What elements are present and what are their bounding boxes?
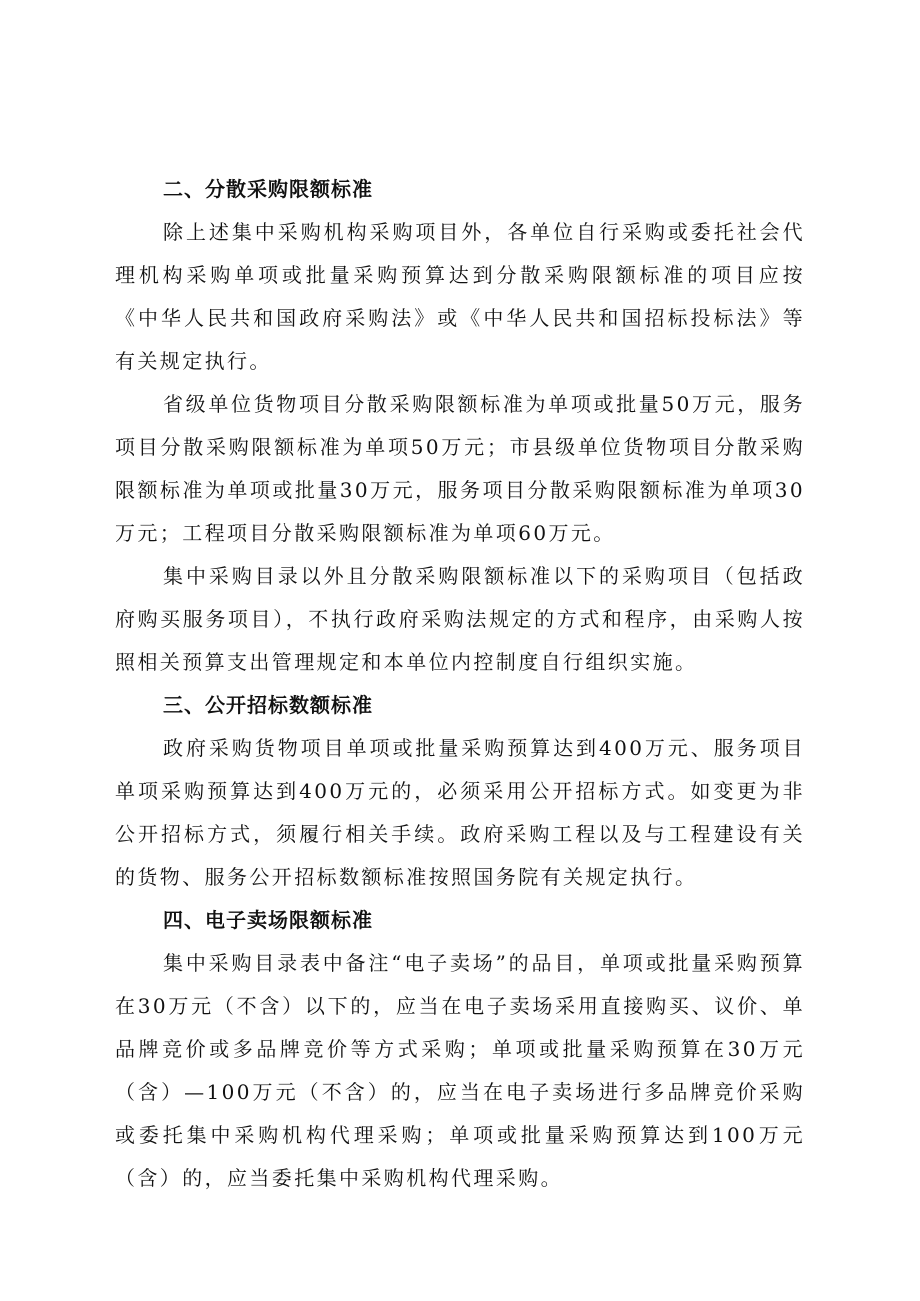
section-heading-e-mall: 四、电子卖场限额标准 bbox=[163, 908, 373, 932]
section-heading-public-tender: 三、公开招标数额标准 bbox=[163, 693, 373, 717]
paragraph-e-mall-thresholds: 集中采购目录表中备注“电子卖场”的品目，单项或批量采购预算在30万元（不含）以下的，应当在电子卖场采用直接购买、议价、单品牌竞价或多品牌竞价等方式采购；单项或批量采购预算在30万元（含）—100万元（不含）的，应当在电子卖场进行多品牌竞价采购或委托集中采购机构代理采购；单项或批量采购预算达到100万元（含）的，应当委托集中采购机构代理采购。 bbox=[115, 951, 805, 1190]
paragraph-below-threshold-projects: 集中采购目录以外且分散采购限额标准以下的采购项目（包括政府购买服务项目），不执行政府采购法规定的方式和程序，由采购人按照相关预算支出管理规定和本单位内控制度自行组织实施。 bbox=[115, 564, 805, 674]
document-body bbox=[115, 168, 805, 1200]
section-heading-decentralized-procurement: 二、分散采购限额标准 bbox=[163, 177, 373, 201]
paragraph-public-tender-thresholds: 政府采购货物项目单项或批量采购预算达到400万元、服务项目单项采购预算达到400万元的，必须采用公开招标方式。如变更为非公开招标方式，须履行相关手续。政府采购工程以及与工程建设有关的货物、服务公开招标数额标准按照国务院有关规定执行。 bbox=[115, 736, 805, 889]
paragraph-decentralized-scope: 除上述集中采购机构采购项目外，各单位自行采购或委托社会代理机构采购单项或批量采购预算达到分散采购限额标准的项目应按《中华人民共和国政府采购法》或《中华人民共和国招标投标法》等有关规定执行。 bbox=[115, 220, 805, 373]
paragraph-decentralized-thresholds: 省级单位货物项目分散采购限额标准为单项或批量50万元，服务项目分散采购限额标准为单项50万元；市县级单位货物项目分散采购限额标准为单项或批量30万元，服务项目分散采购限额标准为单项30万元；工程项目分散采购限额标准为单项60万元。 bbox=[115, 392, 805, 545]
